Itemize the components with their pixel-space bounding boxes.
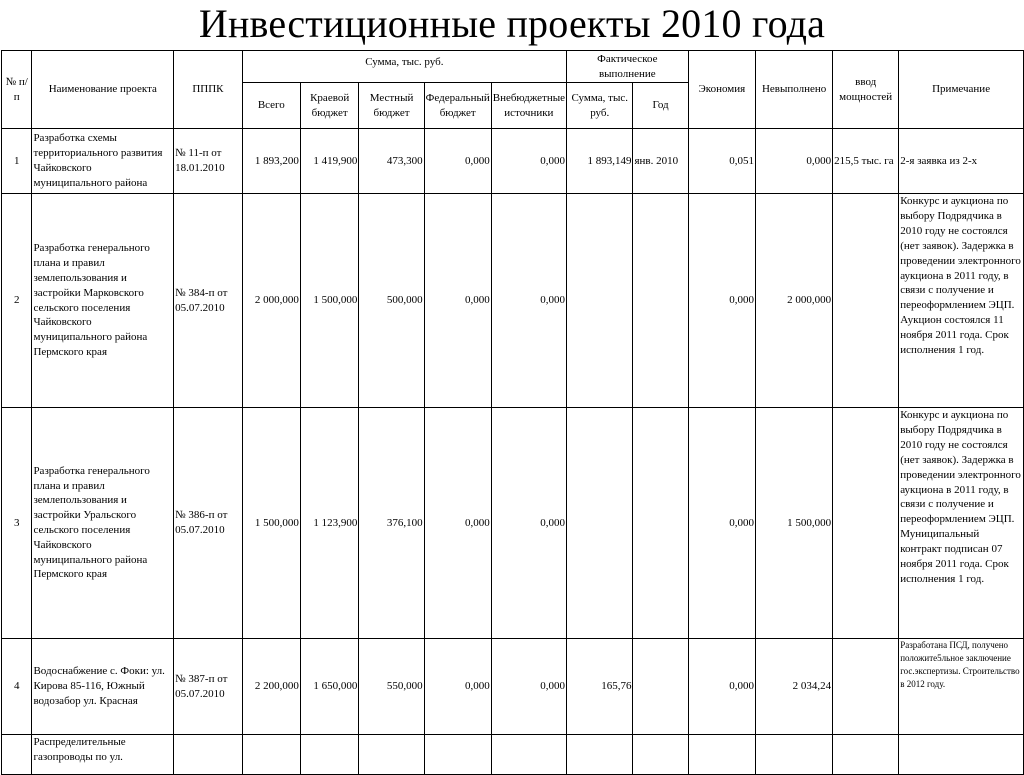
cell-fact-year <box>633 639 688 735</box>
header-fact-year: Год <box>633 83 688 129</box>
header-capacity: ввод мощностей <box>833 51 899 129</box>
header-extra: Внебюджетные источники <box>491 83 566 129</box>
projects-table <box>1 50 1024 775</box>
header-economy: Экономия <box>688 51 755 129</box>
cell-note: Разработана ПСД, получено положите5льное заключение гос.экспертизы. Строительство в 2012 году. <box>899 639 1024 735</box>
table-row <box>2 408 1024 639</box>
cell-total <box>242 735 300 775</box>
cell-fact-sum <box>567 735 633 775</box>
cell-note <box>899 735 1024 775</box>
cell-economy: 0,051 <box>688 129 755 194</box>
cell-local: 500,000 <box>359 194 424 408</box>
header-regional: Краевой бюджет <box>300 83 358 129</box>
cell-extra: 0,000 <box>491 408 566 639</box>
table-row <box>2 129 1024 194</box>
cell-regional: 1 123,900 <box>300 408 358 639</box>
cell-capacity <box>833 194 899 408</box>
cell-extra <box>491 735 566 775</box>
cell-local: 473,300 <box>359 129 424 194</box>
cell-unfulfilled: 0,000 <box>756 129 833 194</box>
cell-unfulfilled: 1 500,000 <box>756 408 833 639</box>
cell-fact-year <box>633 735 688 775</box>
cell-unfulfilled <box>756 735 833 775</box>
cell-fact-year <box>633 408 688 639</box>
cell-note: Конкурс и аукциона по выбору Подрядчика в 2010 году не состоялся (нет заявок). Задержка в проведении электронного аукциона в 2011 году, в связи с получение и переоформлением ЭЦП. Аукцион состоялся 11 ноября 2011 года. Срок исполнения 1 год. <box>899 194 1024 408</box>
cell-federal: 0,000 <box>424 194 491 408</box>
header-num: № п/п <box>2 51 32 129</box>
header-federal: Федеральный бюджет <box>424 83 491 129</box>
header-local: Местный бюджет <box>359 83 424 129</box>
cell-economy <box>688 735 755 775</box>
cell-fact-sum <box>567 408 633 639</box>
cell-num: 4 <box>2 639 32 735</box>
cell-economy: 0,000 <box>688 408 755 639</box>
cell-total: 2 000,000 <box>242 194 300 408</box>
cell-total: 2 200,000 <box>242 639 300 735</box>
cell-num: 1 <box>2 129 32 194</box>
table-row <box>2 639 1024 735</box>
cell-capacity <box>833 735 899 775</box>
cell-regional: 1 419,900 <box>300 129 358 194</box>
cell-extra: 0,000 <box>491 129 566 194</box>
cell-regional: 1 650,000 <box>300 639 358 735</box>
cell-pppk: № 11-п от 18.01.2010 <box>174 129 243 194</box>
cell-num: 2 <box>2 194 32 408</box>
cell-extra: 0,000 <box>491 639 566 735</box>
cell-capacity <box>833 408 899 639</box>
header-pppk: ПППК <box>174 51 243 129</box>
cell-local <box>359 735 424 775</box>
cell-federal: 0,000 <box>424 408 491 639</box>
cell-capacity: 215,5 тыс. га <box>833 129 899 194</box>
cell-total: 1 893,200 <box>242 129 300 194</box>
cell-fact-sum <box>567 194 633 408</box>
cell-regional: 1 500,000 <box>300 194 358 408</box>
cell-federal: 0,000 <box>424 129 491 194</box>
cell-total: 1 500,000 <box>242 408 300 639</box>
page-title: Инвестиционные проекты 2010 года <box>198 1 826 46</box>
cell-name: Водоснабжение с. Фоки: ул. Кирова 85-116, Южный водозабор ул. Красная <box>32 639 174 735</box>
header-fact-group: Фактическое выполнение <box>567 51 689 83</box>
cell-name: Разработка генерального плана и правил землепользования и застройки Уральского сельского поселения Чайковского муниципального района Пермского края <box>32 408 174 639</box>
table-row <box>2 194 1024 408</box>
cell-pppk <box>174 735 243 775</box>
cell-unfulfilled: 2 034,24 <box>756 639 833 735</box>
header-total: Всего <box>242 83 300 129</box>
cell-economy: 0,000 <box>688 194 755 408</box>
header-row-top <box>2 51 1024 83</box>
cell-fact-sum: 165,76 <box>567 639 633 735</box>
cell-capacity <box>833 639 899 735</box>
cell-fact-sum: 1 893,149 <box>567 129 633 194</box>
cell-num: 3 <box>2 408 32 639</box>
cell-note: 2-я заявка из 2-х <box>899 129 1024 194</box>
cell-fact-year: янв. 2010 <box>633 129 688 194</box>
cell-num <box>2 735 32 775</box>
header-unfulfilled: Невыполнено <box>756 51 833 129</box>
cell-pppk: № 386-п от 05.07.2010 <box>174 408 243 639</box>
cell-note: Конкурс и аукциона по выбору Подрядчика в 2010 году не состоялся (нет заявок). Задержка в проведении электронного аукциона в 2011 году, в связи с получение и переоформлением ЭЦП. Муниципальный контракт подписан 07 ноября 2011 года. Срок исполнения 1 год. <box>899 408 1024 639</box>
header-sum-group: Сумма, тыс. руб. <box>242 51 566 83</box>
cell-local: 376,100 <box>359 408 424 639</box>
header-note: Примечание <box>899 51 1024 129</box>
cell-federal <box>424 735 491 775</box>
cell-regional <box>300 735 358 775</box>
cell-fact-year <box>633 194 688 408</box>
header-fact-sum: Сумма, тыс. руб. <box>567 83 633 129</box>
cell-name: Распределительные газопроводы по ул. <box>32 735 174 775</box>
cell-pppk: № 384-п от 05.07.2010 <box>174 194 243 408</box>
cell-local: 550,000 <box>359 639 424 735</box>
cell-federal: 0,000 <box>424 639 491 735</box>
cell-name: Разработка генерального плана и правил землепользования и застройки Марковского сельского поселения Чайковского муниципального района Пермского края <box>32 194 174 408</box>
cell-economy: 0,000 <box>688 639 755 735</box>
table-row <box>2 735 1024 775</box>
cell-extra: 0,000 <box>491 194 566 408</box>
cell-name: Разработка схемы территориального развития Чайковского муниципального района <box>32 129 174 194</box>
cell-pppk: № 387-п от 05.07.2010 <box>174 639 243 735</box>
header-name: Наименование проекта <box>32 51 174 129</box>
cell-unfulfilled: 2 000,000 <box>756 194 833 408</box>
